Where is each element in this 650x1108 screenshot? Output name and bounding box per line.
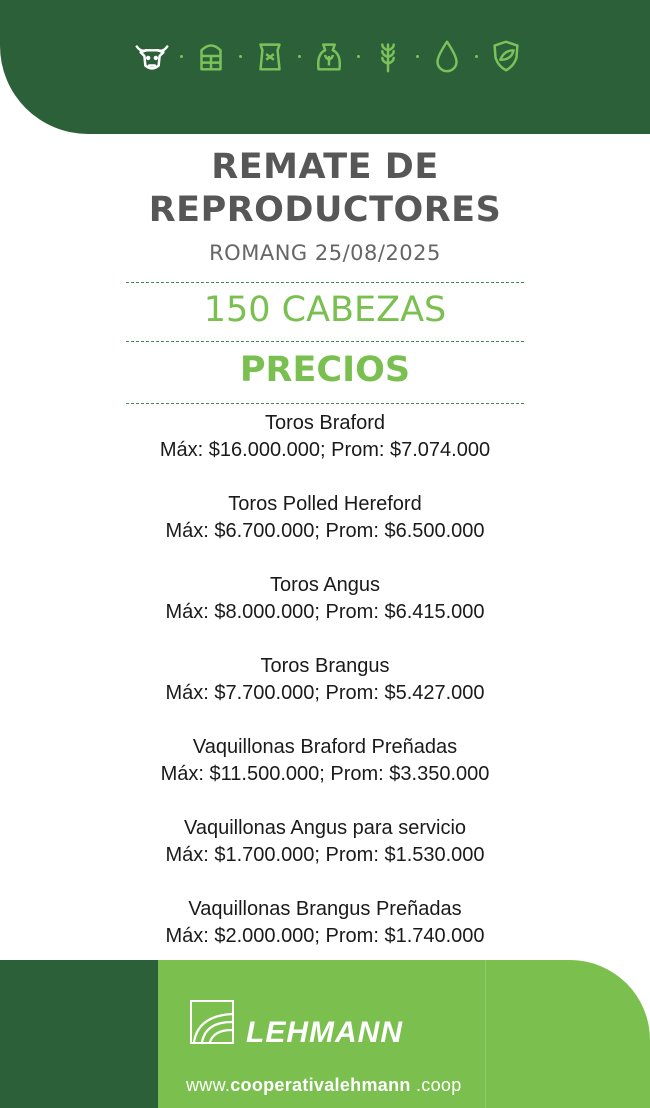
url-prefix: www. [186, 1075, 231, 1095]
wheat-icon [366, 34, 410, 78]
event-title [0, 146, 650, 232]
heads-count: 150 CABEZAS [203, 290, 447, 330]
website-link[interactable] [186, 1075, 462, 1096]
seed-sack-icon [307, 34, 351, 78]
price-values: Máx: $11.500.000; Prom: $3.350.000 [160, 763, 490, 785]
price-item [0, 815, 650, 896]
url-domain: cooperativalehmann [230, 1075, 411, 1095]
location-date: ROMANG 25/08/2025 [209, 241, 441, 265]
separator-dot [239, 55, 242, 58]
price-values: Máx: $7.700.000; Prom: $5.427.000 [165, 682, 485, 704]
price-category: Vaquillonas Angus para servicio [183, 817, 467, 839]
price-category: Vaquillonas Braford Preñadas [192, 736, 458, 758]
price-item [0, 653, 650, 734]
icon-row [130, 34, 528, 78]
price-item [0, 491, 650, 572]
price-item [0, 410, 650, 491]
separator-dot [298, 55, 301, 58]
title-line-2: REPRODUCTORES [148, 190, 502, 230]
prices-heading: PRECIOS [239, 350, 411, 390]
header-banner [0, 0, 650, 134]
separator-dot [416, 55, 419, 58]
price-values: Máx: $2.000.000; Prom: $1.740.000 [165, 925, 485, 947]
price-item [0, 572, 650, 653]
brand-name: LEHMANN [246, 1016, 403, 1049]
separator-dot [357, 55, 360, 58]
price-item [0, 734, 650, 815]
price-category: Toros Polled Hereford [228, 493, 422, 515]
separator-dot [180, 55, 183, 58]
price-category: Toros Angus [269, 574, 381, 596]
dashed-divider [126, 403, 524, 404]
price-values: Máx: $6.700.000; Prom: $6.500.000 [165, 520, 485, 542]
drop-icon [425, 34, 469, 78]
price-category: Vaquillonas Brangus Preñadas [188, 898, 462, 920]
dashed-divider [126, 341, 524, 342]
price-values: Máx: $1.700.000; Prom: $1.530.000 [165, 844, 485, 866]
footer-divider [485, 960, 486, 1108]
url-suffix: .coop [410, 1075, 462, 1095]
price-values: Máx: $16.000.000; Prom: $7.074.000 [159, 439, 491, 461]
price-values: Máx: $8.000.000; Prom: $6.415.000 [165, 601, 485, 623]
lehmann-logo-icon [190, 1000, 234, 1044]
shield-leaf-icon [484, 34, 528, 78]
silo-icon [189, 34, 233, 78]
separator-dot [475, 55, 478, 58]
dashed-divider [126, 282, 524, 283]
footer-dark-panel [0, 960, 158, 1108]
cattle-head-icon [130, 34, 174, 78]
price-category: Toros Braford [264, 412, 386, 434]
price-list [0, 410, 650, 977]
price-category: Toros Brangus [260, 655, 390, 677]
feed-bag-icon [248, 34, 292, 78]
title-line-1: REMATE DE [211, 147, 439, 187]
